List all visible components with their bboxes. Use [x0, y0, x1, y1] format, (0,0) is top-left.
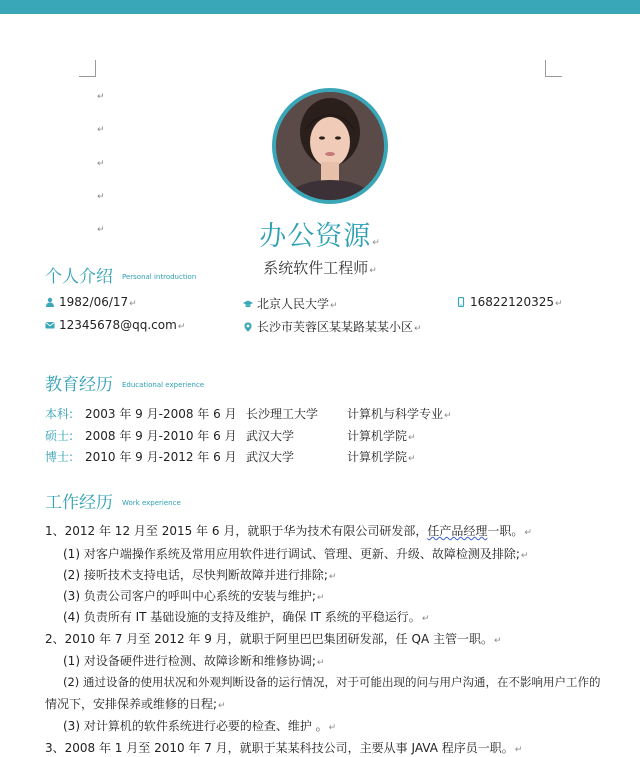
section-education — [45, 370, 204, 395]
paragraph-mark: ↵ — [97, 159, 105, 169]
person-icon — [45, 297, 55, 307]
paragraph-mark: ↵ — [97, 92, 105, 102]
top-accent-bar — [0, 0, 640, 14]
work-duty: (2) 接听技术支持电话，尽快判断故障并进行排除;↵ — [63, 568, 337, 582]
crop-mark-top-right — [545, 60, 562, 77]
crop-mark-top-left — [79, 60, 96, 77]
phone-icon — [456, 297, 466, 307]
section-work — [45, 488, 181, 513]
paragraph-mark: ↵ — [97, 192, 105, 202]
address-field: 长沙市芙蓉区某某路某某小区↵ — [243, 318, 422, 335]
phone-field: 16822120325↵ — [456, 295, 563, 309]
work-duty: (4) 负责所有 IT 基础设施的支持及维护，确保 IT 系统的平稳运行。↵ — [63, 610, 430, 624]
resume-name: 办公资源↵ — [259, 221, 381, 252]
section-heading: 个人介绍 — [45, 267, 113, 287]
work-entry-2: 2、2010 年 7 月至 2012 年 9 月，就职于阿里巴巴集团研发部，任 QA 主管一职。↵ — [45, 632, 502, 646]
section-subheading: Educational experience — [122, 381, 205, 389]
section-heading: 教育经历 — [45, 375, 113, 395]
work-duty: (1) 对设备硬件进行检测、故障诊断和维修协调;↵ — [63, 654, 325, 668]
section-subheading: Work experience — [122, 499, 181, 507]
work-entry-1: 1、2012 年 12 月至 2015 年 6 月，就职于华为技术有限公司研发部，任产品经理一职。↵ — [45, 524, 532, 538]
profile-photo — [272, 88, 388, 204]
birthday-field: 1982/06/17↵ — [45, 295, 137, 309]
work-duty: (3) 对计算机的软件系统进行必要的检查、维护 。↵ — [63, 719, 337, 733]
mail-icon — [45, 320, 55, 330]
graduation-cap-icon — [243, 299, 253, 309]
work-duty: (1) 对客户端操作系统及常用应用软件进行调试、管理、更新、升级、故障检测及排除;↵ — [63, 547, 529, 561]
work-duty: (2) 通过设备的使用状况和外观判断设备的运行情况，对于可能出现的问与用户沟通，在不影响用户工作的 — [63, 675, 601, 689]
paragraph-mark: ↵ — [97, 125, 105, 135]
location-pin-icon — [243, 322, 253, 332]
portrait-illustration — [276, 92, 384, 200]
job-title: 系统软件工程师↵ — [263, 259, 377, 277]
email-field: 12345678@qq.com↵ — [45, 318, 185, 332]
section-personal — [45, 262, 196, 287]
work-entry-3: 3、2008 年 1 月至 2010 年 7 月，就职于某某科技公司，主要从事 JAVA 程序员一职。↵ — [45, 741, 523, 755]
section-subheading: Personal introduction — [122, 273, 197, 281]
school-field: 北京人民大学↵ — [243, 295, 338, 312]
work-duty: (3) 负责公司客户的呼叫中心系统的安装与维护;↵ — [63, 589, 325, 603]
work-duty-continued: 情况下，安排保养或维修的日程;↵ — [45, 697, 226, 711]
section-heading: 工作经历 — [45, 493, 113, 513]
paragraph-mark: ↵ — [97, 225, 105, 235]
